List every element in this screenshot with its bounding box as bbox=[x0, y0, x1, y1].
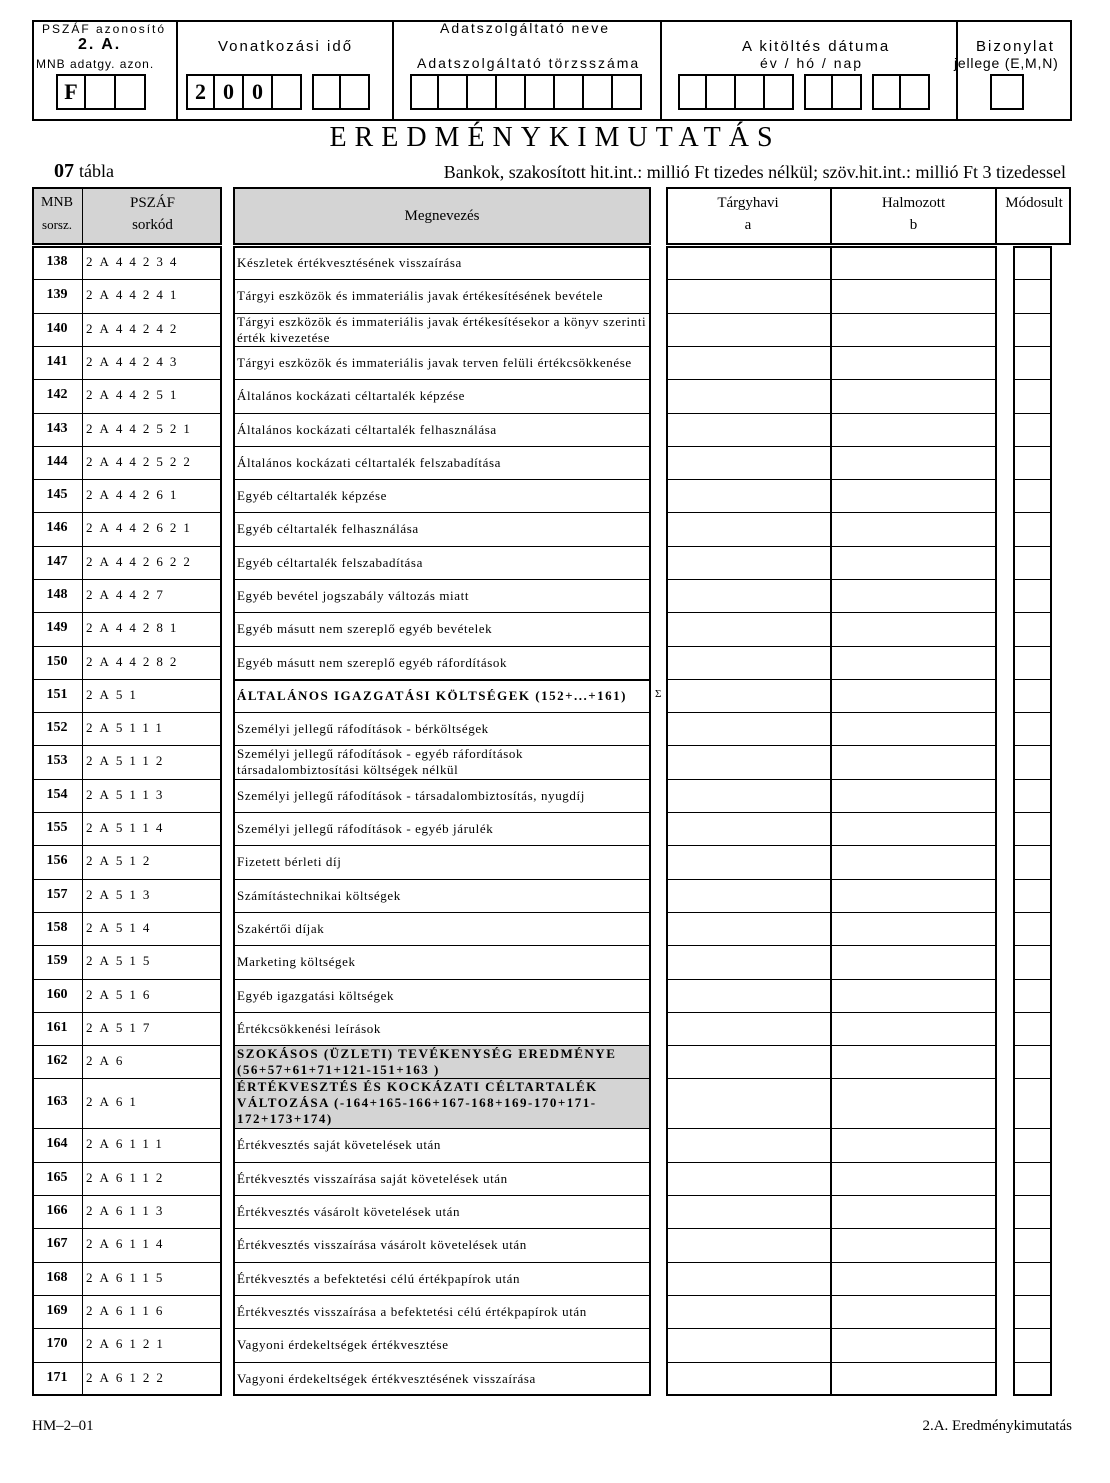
row-modified-cell[interactable] bbox=[1015, 1046, 1050, 1077]
row-name: Értékvesztés vásárolt követelések után bbox=[237, 1204, 461, 1219]
row-code: 2A442521 bbox=[86, 420, 197, 436]
row-cumulative-cell[interactable] bbox=[832, 447, 995, 478]
row-number: 163 bbox=[46, 1094, 68, 1109]
row-current-cell[interactable] bbox=[668, 1163, 830, 1194]
row-number: 155 bbox=[46, 819, 68, 835]
row-cumulative-cell[interactable] bbox=[832, 280, 995, 312]
row-number: 143 bbox=[46, 420, 68, 436]
row-code: 2A6115 bbox=[86, 1269, 170, 1285]
row-modified-cell[interactable] bbox=[1015, 1196, 1050, 1227]
row-cumulative-cell[interactable] bbox=[832, 247, 995, 278]
col-mnb: MNB sorsz. bbox=[41, 195, 73, 232]
row-current-cell[interactable] bbox=[668, 813, 830, 844]
row-number: 139 bbox=[46, 287, 68, 302]
row-code: 2A6121 bbox=[86, 1336, 170, 1351]
row-number: 148 bbox=[46, 586, 68, 602]
row-code: 2A4427 bbox=[86, 586, 170, 602]
row-modified-cell[interactable] bbox=[1015, 913, 1050, 944]
period-cell[interactable]: 0 bbox=[244, 74, 273, 110]
row-number: 169 bbox=[46, 1302, 68, 1318]
row-modified-cell[interactable] bbox=[1015, 1129, 1050, 1161]
row-current-cell[interactable] bbox=[668, 913, 830, 944]
row-name: Általános kockázati céltartalék felhasználása bbox=[237, 422, 497, 437]
row-name: Szakértői díjak bbox=[237, 921, 325, 936]
row-modified-cell[interactable] bbox=[1015, 347, 1050, 378]
row-current-cell[interactable] bbox=[668, 1263, 830, 1294]
row-code: 2A5113 bbox=[86, 786, 170, 802]
row-current-cell[interactable] bbox=[668, 513, 830, 545]
row-cumulative-cell[interactable] bbox=[832, 314, 995, 345]
row-number: 164 bbox=[46, 1136, 68, 1151]
row-current-cell[interactable] bbox=[668, 980, 830, 1011]
row-cumulative-cell[interactable] bbox=[832, 713, 995, 744]
row-name: ÁLTALÁNOS IGAZGATÁSI KÖLTSÉGEK (152+...+161) bbox=[237, 688, 628, 703]
row-name: Személyi jellegű ráfodítások - társadalombiztosítás, nyugdíj bbox=[237, 788, 585, 803]
row-name: Tárgyi eszközök és immateriális javak értékesítésének bevétele bbox=[237, 288, 604, 303]
row-cumulative-cell[interactable] bbox=[832, 1296, 995, 1327]
row-modified-cell[interactable] bbox=[1015, 946, 1050, 978]
row-current-cell[interactable] bbox=[668, 314, 830, 345]
mnb-cell[interactable]: F bbox=[56, 74, 86, 110]
period-label: Vonatkozási idő bbox=[218, 38, 354, 55]
period-cell[interactable] bbox=[273, 74, 302, 110]
row-code: 2A6116 bbox=[86, 1302, 170, 1318]
row-modified-cell[interactable] bbox=[1015, 1163, 1050, 1194]
row-cumulative-cell[interactable] bbox=[832, 913, 995, 944]
row-number: 162 bbox=[46, 1052, 68, 1068]
provider-name-label: Adatszolgáltató neve bbox=[440, 20, 610, 36]
row-code: 2A6114 bbox=[86, 1236, 170, 1251]
row-current-cell[interactable] bbox=[668, 1129, 830, 1161]
period-cell[interactable] bbox=[341, 74, 370, 110]
row-current-cell[interactable] bbox=[668, 1229, 830, 1261]
row-cumulative-cell[interactable] bbox=[832, 580, 995, 611]
row-cumulative-cell[interactable] bbox=[832, 813, 995, 844]
row-modified-cell[interactable] bbox=[1015, 414, 1050, 445]
row-modified-cell[interactable] bbox=[1015, 547, 1050, 578]
row-modified-cell[interactable] bbox=[1015, 314, 1050, 345]
row-name: Marketing költségek bbox=[237, 954, 356, 969]
row-name: ÉRTÉKVESZTÉS ÉS KOCKÁZATI CÉLTARTALÉK VÁLTOZÁSA (-164+165-166+167-168+169-170+171-172+173+174) bbox=[237, 1079, 598, 1126]
row-current-cell[interactable] bbox=[668, 946, 830, 978]
row-current-cell[interactable] bbox=[668, 1079, 830, 1127]
row-modified-cell[interactable] bbox=[1015, 780, 1050, 811]
footer-right: 2.A. Eredménykimutatás bbox=[922, 1418, 1072, 1434]
row-current-cell[interactable] bbox=[668, 1363, 830, 1394]
row-number: 170 bbox=[46, 1336, 68, 1351]
row-modified-cell[interactable] bbox=[1015, 1229, 1050, 1261]
row-modified-cell[interactable] bbox=[1015, 1296, 1050, 1327]
row-name: Tárgyi eszközök és immateriális javak terven felüli értékcsökkenése bbox=[237, 355, 632, 370]
row-code: 2A516 bbox=[86, 986, 157, 1002]
row-number: 147 bbox=[46, 553, 68, 569]
row-name: Egyéb másutt nem szereplő egyéb bevételek bbox=[237, 621, 493, 636]
row-modified-cell[interactable] bbox=[1015, 1263, 1050, 1294]
row-cumulative-cell[interactable] bbox=[832, 1163, 995, 1194]
row-cumulative-cell[interactable] bbox=[832, 980, 995, 1011]
row-current-cell[interactable] bbox=[668, 1196, 830, 1227]
row-name: Értékvesztés visszaírása saját követelések után bbox=[237, 1171, 508, 1186]
row-cumulative-cell[interactable] bbox=[832, 946, 995, 978]
row-code: 2A514 bbox=[86, 919, 157, 935]
row-cumulative-cell[interactable] bbox=[832, 1263, 995, 1294]
period-cells bbox=[186, 74, 370, 110]
row-current-cell[interactable] bbox=[668, 713, 830, 744]
row-code: 2A442522 bbox=[86, 453, 197, 469]
row-modified-cell[interactable] bbox=[1015, 647, 1050, 678]
row-number: 146 bbox=[46, 520, 68, 535]
row-name: Egyéb céltartalék képzése bbox=[237, 488, 387, 503]
row-code: 2A5111 bbox=[86, 719, 169, 735]
row-code: 2A6122 bbox=[86, 1369, 170, 1385]
row-cumulative-cell[interactable] bbox=[832, 414, 995, 445]
page-title: EREDMÉNYKIMUTATÁS bbox=[329, 122, 781, 153]
doc-label: Bizonylat bbox=[976, 38, 1055, 55]
row-current-cell[interactable] bbox=[668, 347, 830, 378]
row-modified-cell[interactable] bbox=[1015, 813, 1050, 844]
col-current: Tárgyhavi a bbox=[717, 195, 779, 233]
row-current-cell[interactable] bbox=[668, 780, 830, 811]
row-name: Általános kockázati céltartalék felszabadítása bbox=[237, 455, 502, 470]
provider-id-cells[interactable] bbox=[410, 74, 642, 110]
row-code: 2A6111 bbox=[86, 1136, 169, 1151]
row-current-cell[interactable] bbox=[668, 880, 830, 911]
row-current-cell[interactable] bbox=[668, 247, 830, 278]
row-cumulative-cell[interactable] bbox=[832, 480, 995, 511]
row-name: Vagyoni érdekeltségek értékvesztésének visszaírása bbox=[237, 1371, 536, 1386]
row-cumulative-cell[interactable] bbox=[832, 1013, 995, 1044]
row-code: 2A442621 bbox=[86, 520, 197, 535]
row-cumulative-cell[interactable] bbox=[832, 1229, 995, 1261]
doc-cells[interactable] bbox=[990, 74, 1024, 110]
row-code: 2A44234 bbox=[86, 253, 184, 269]
row-modified-cell[interactable] bbox=[1015, 247, 1050, 278]
row-current-cell[interactable] bbox=[668, 1013, 830, 1044]
row-number: 145 bbox=[46, 486, 68, 502]
row-modified-cell[interactable] bbox=[1015, 513, 1050, 545]
row-number: 154 bbox=[46, 786, 68, 802]
row-code: 2A44251 bbox=[86, 387, 184, 402]
row-cumulative-cell[interactable] bbox=[832, 647, 995, 678]
row-modified-cell[interactable] bbox=[1015, 680, 1050, 711]
row-cumulative-cell[interactable] bbox=[832, 547, 995, 578]
period-cell[interactable] bbox=[312, 74, 341, 110]
row-modified-cell[interactable] bbox=[1015, 746, 1050, 778]
col-cumulative: Halmozott b bbox=[881, 195, 946, 233]
row-code: 2A6112 bbox=[86, 1169, 170, 1185]
period-cell[interactable]: 0 bbox=[215, 74, 244, 110]
doc-sub: jellege (E,M,N) bbox=[954, 55, 1059, 71]
row-current-cell[interactable] bbox=[668, 480, 830, 511]
provider-id-label: Adatszolgáltató törzsszáma bbox=[417, 55, 641, 71]
row-number: 157 bbox=[46, 886, 68, 902]
row-code: 2A5112 bbox=[86, 753, 170, 768]
row-number: 165 bbox=[46, 1169, 68, 1185]
row-modified-cell[interactable] bbox=[1015, 280, 1050, 312]
row-modified-cell[interactable] bbox=[1015, 380, 1050, 412]
row-number: 144 bbox=[46, 453, 68, 469]
row-name: Értékvesztés a befektetési célú értékpapírok után bbox=[237, 1271, 521, 1286]
row-number: 171 bbox=[46, 1369, 68, 1385]
row-number: 166 bbox=[46, 1202, 68, 1218]
col-name: Megnevezés bbox=[404, 208, 480, 224]
row-cumulative-cell[interactable] bbox=[832, 780, 995, 811]
row-current-cell[interactable] bbox=[668, 1046, 830, 1077]
row-name: Személyi jellegű ráfodítások - egyéb járulék bbox=[237, 821, 494, 836]
row-modified-cell[interactable] bbox=[1015, 846, 1050, 878]
row-cumulative-cell[interactable] bbox=[832, 513, 995, 545]
row-name: Általános kockázati céltartalék képzése bbox=[237, 388, 466, 403]
row-name: Egyéb céltartalék felszabadítása bbox=[237, 555, 423, 570]
row-number: 156 bbox=[46, 853, 68, 868]
footer-left: HM–2–01 bbox=[32, 1418, 94, 1434]
period-cell[interactable]: 2 bbox=[186, 74, 215, 110]
row-cumulative-cell[interactable] bbox=[832, 380, 995, 412]
row-number: 167 bbox=[46, 1236, 68, 1251]
table-number bbox=[54, 160, 114, 183]
row-number: 140 bbox=[46, 320, 68, 336]
row-code: 2A517 bbox=[86, 1019, 157, 1035]
row-cumulative-cell[interactable] bbox=[832, 1329, 995, 1361]
mnb-label: MNB adatgy. azon. bbox=[36, 57, 155, 71]
row-cumulative-cell[interactable] bbox=[832, 347, 995, 378]
row-current-cell[interactable] bbox=[668, 647, 830, 678]
row-code: 2A44243 bbox=[86, 353, 184, 369]
row-number: 158 bbox=[46, 919, 68, 935]
row-name: Személyi jellegű ráfodítások - egyéb ráfordítások társadalombiztosítási költségek nélkül bbox=[237, 746, 524, 777]
row-modified-cell[interactable] bbox=[1015, 1329, 1050, 1361]
row-current-cell[interactable] bbox=[668, 1296, 830, 1327]
row-name: Egyéb másutt nem szereplő egyéb ráfordítások bbox=[237, 655, 508, 670]
row-name: Értékcsökkenési leírások bbox=[237, 1021, 381, 1036]
row-code: 2A44241 bbox=[86, 287, 184, 302]
row-name: Személyi jellegű ráfodítások - bérköltségek bbox=[237, 721, 489, 736]
row-current-cell[interactable] bbox=[668, 280, 830, 312]
row-number: 141 bbox=[46, 353, 68, 369]
table-no: 07 bbox=[54, 160, 74, 182]
row-number: 151 bbox=[46, 686, 68, 702]
row-modified-cell[interactable] bbox=[1015, 1079, 1050, 1127]
row-code: 2A6 bbox=[86, 1052, 130, 1068]
row-current-cell[interactable] bbox=[668, 746, 830, 778]
row-cumulative-cell[interactable] bbox=[832, 746, 995, 778]
col-pszaf: PSZÁF sorkód bbox=[129, 195, 176, 233]
row-name: Fizetett bérleti díj bbox=[237, 854, 342, 869]
row-name: Tárgyi eszközök és immateriális javak értékesítésekor a könyv szerinti érték kivezetése bbox=[237, 314, 647, 345]
pszaf-code: 2. A. bbox=[78, 36, 122, 53]
row-code: 2A442622 bbox=[86, 553, 197, 569]
row-code: 2A513 bbox=[86, 886, 157, 902]
row-name: Számítástechnikai költségek bbox=[237, 888, 401, 903]
row-cumulative-cell[interactable] bbox=[832, 880, 995, 911]
row-cumulative-cell[interactable] bbox=[832, 1129, 995, 1161]
date-sub: év / hó / nap bbox=[760, 55, 864, 71]
row-number: 160 bbox=[46, 986, 68, 1002]
row-name: Vagyoni érdekeltségek értékvesztése bbox=[237, 1337, 449, 1352]
row-number: 159 bbox=[46, 953, 68, 968]
mnb-cells bbox=[56, 74, 146, 110]
row-number: 152 bbox=[46, 719, 68, 735]
row-modified-cell[interactable] bbox=[1015, 880, 1050, 911]
row-name: Egyéb bevétel jogszabály változás miatt bbox=[237, 588, 470, 603]
row-modified-cell[interactable] bbox=[1015, 980, 1050, 1011]
row-code: 2A61 bbox=[86, 1094, 143, 1109]
row-name: Értékvesztés visszaírása a befektetési célú értékpapírok után bbox=[237, 1304, 587, 1319]
row-name: Egyéb céltartalék felhasználása bbox=[237, 521, 419, 536]
row-current-cell[interactable] bbox=[668, 580, 830, 611]
row-current-cell[interactable] bbox=[668, 414, 830, 445]
row-modified-cell[interactable] bbox=[1015, 480, 1050, 511]
row-current-cell[interactable] bbox=[668, 846, 830, 878]
table-word: tábla bbox=[79, 161, 114, 181]
row-number: 142 bbox=[46, 387, 68, 402]
row-code: 2A515 bbox=[86, 953, 157, 968]
row-name: Készletek értékvesztésének visszaírása bbox=[237, 255, 462, 270]
row-current-cell[interactable] bbox=[668, 1329, 830, 1361]
date-label: A kitöltés dátuma bbox=[742, 38, 891, 55]
row-name: SZOKÁSOS (ÜZLETI) TEVÉKENYSÉG EREDMÉNYE (56+57+61+71+121-151+163 ) bbox=[237, 1046, 617, 1077]
row-code: 2A5114 bbox=[86, 819, 170, 835]
row-number: 168 bbox=[46, 1269, 68, 1285]
row-name: Értékvesztés saját követelések után bbox=[237, 1137, 442, 1152]
row-code: 2A44242 bbox=[86, 320, 184, 336]
row-modified-cell[interactable] bbox=[1015, 713, 1050, 744]
row-cumulative-cell[interactable] bbox=[832, 1079, 995, 1127]
row-number: 153 bbox=[46, 753, 68, 768]
row-number: 150 bbox=[46, 653, 68, 669]
row-modified-cell[interactable] bbox=[1015, 1013, 1050, 1044]
row-code: 2A44282 bbox=[86, 653, 184, 669]
row-current-cell[interactable] bbox=[668, 447, 830, 478]
row-name: Értékvesztés visszaírása vásárolt követelések után bbox=[237, 1237, 527, 1252]
mnb-cell[interactable] bbox=[86, 74, 116, 110]
sum-icon: Σ bbox=[655, 687, 662, 700]
row-modified-cell[interactable] bbox=[1015, 1363, 1050, 1394]
row-code: 2A51 bbox=[86, 686, 143, 702]
row-modified-cell[interactable] bbox=[1015, 447, 1050, 478]
row-number: 149 bbox=[46, 620, 68, 635]
row-cumulative-cell[interactable] bbox=[832, 680, 995, 711]
row-current-cell[interactable] bbox=[668, 547, 830, 578]
row-code: 2A44281 bbox=[86, 620, 184, 635]
mnb-cell[interactable] bbox=[116, 74, 146, 110]
row-current-cell[interactable] bbox=[668, 680, 830, 711]
row-cumulative-cell[interactable] bbox=[832, 1046, 995, 1077]
row-number: 161 bbox=[46, 1019, 68, 1035]
row-cumulative-cell[interactable] bbox=[832, 846, 995, 878]
row-code: 2A6113 bbox=[86, 1202, 170, 1218]
row-name: Egyéb igazgatási költségek bbox=[237, 988, 395, 1003]
date-cells[interactable] bbox=[678, 74, 930, 110]
row-current-cell[interactable] bbox=[668, 613, 830, 645]
row-number: 138 bbox=[46, 253, 68, 269]
row-modified-cell[interactable] bbox=[1015, 613, 1050, 645]
row-cumulative-cell[interactable] bbox=[832, 1196, 995, 1227]
col-modified: Módosult bbox=[1005, 195, 1063, 211]
row-cumulative-cell[interactable] bbox=[832, 1363, 995, 1394]
row-cumulative-cell[interactable] bbox=[832, 613, 995, 645]
row-code: 2A512 bbox=[86, 853, 157, 868]
row-code: 2A44261 bbox=[86, 486, 184, 502]
units-note: Bankok, szakosított hit.int.: millió Ft tizedes nélkül; szöv.hit.int.: millió Ft 3 tizedessel bbox=[443, 162, 1066, 182]
pszaf-label: PSZÁF azonosító bbox=[42, 22, 167, 36]
row-modified-cell[interactable] bbox=[1015, 580, 1050, 611]
row-current-cell[interactable] bbox=[668, 380, 830, 412]
